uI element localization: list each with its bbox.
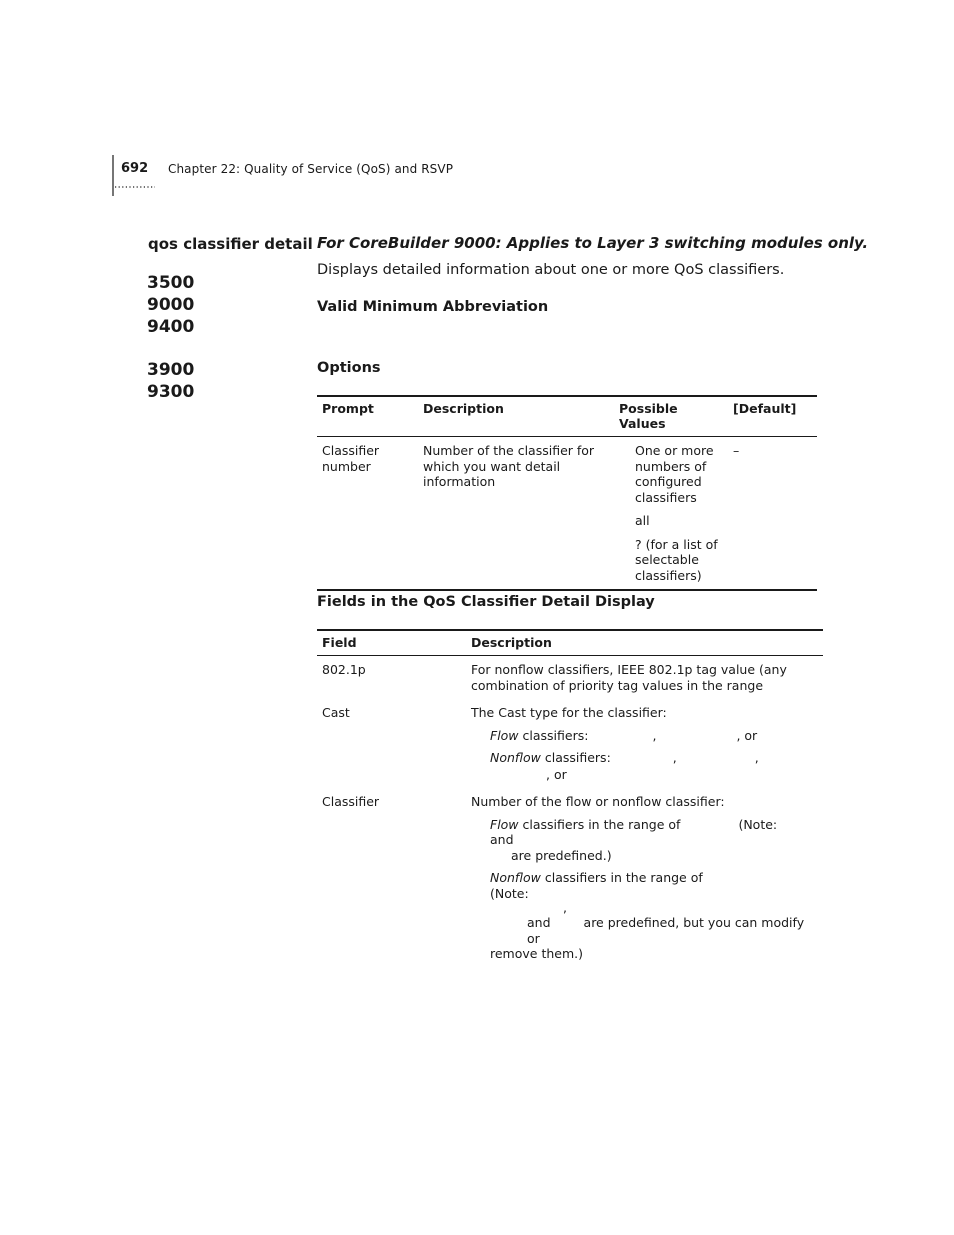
col-header-description: Description <box>418 397 614 437</box>
flow-range-line-2 <box>471 848 818 864</box>
separator: , <box>672 750 677 765</box>
description-cell <box>466 788 823 962</box>
platform-label: 9000 <box>147 295 195 315</box>
prompt-cell: Classifier number <box>322 443 380 474</box>
col-header-field: Field <box>317 631 466 656</box>
separator: , <box>652 727 657 743</box>
table-row <box>317 699 823 788</box>
nonflow-range-line-4 <box>471 946 818 962</box>
separator: , <box>754 750 759 765</box>
platform-list-2 <box>147 359 194 403</box>
nonflow-text: classifiers in the range of <box>540 870 703 885</box>
separator: , or <box>546 766 567 782</box>
values-cell <box>614 437 728 590</box>
options-table <box>317 395 817 591</box>
fields-table <box>317 629 823 962</box>
platform-label: 9300 <box>147 382 195 402</box>
and-text: and <box>527 915 551 930</box>
nonflow-range-line-2 <box>471 901 818 915</box>
flow-text: classifiers: <box>518 727 589 743</box>
nonflow-tail: are predefined, but you can modify or <box>527 915 805 946</box>
flow-range-line <box>471 817 818 848</box>
nonflow-range-line <box>471 870 818 901</box>
options-heading: Options <box>317 360 381 376</box>
field-cell: Classifier <box>322 794 380 809</box>
note-text: (Note: <box>738 816 778 832</box>
fields-heading: Fields in the QoS Classifier Detail Display <box>317 594 655 610</box>
separator: , or <box>736 727 758 743</box>
description-cell <box>466 699 823 788</box>
value-option: all <box>635 513 650 528</box>
value-option: ? (for a list of selectable classifiers) <box>635 536 718 583</box>
platform-list-1 <box>147 272 194 338</box>
command-name: qos classifier detail <box>148 235 313 253</box>
table-row <box>317 437 817 590</box>
table-header-row <box>317 631 823 656</box>
flow-text: classifiers in the range of <box>518 816 681 832</box>
note-text: (Note: <box>490 885 529 901</box>
nonflow-term: Nonflow <box>490 870 541 885</box>
nonflow-cast-line-2 <box>471 767 818 789</box>
nonflow-cast-line <box>471 750 818 766</box>
col-header-prompt: Prompt <box>317 397 418 437</box>
flow-term: Flow <box>490 727 519 743</box>
nonflow-text: classifiers: <box>540 750 611 765</box>
separator: , <box>563 900 567 915</box>
value-option: One or more numbers of configured classifiers <box>635 443 714 505</box>
and-text: and <box>490 832 514 847</box>
running-head <box>168 162 453 176</box>
nonflow-range-line-3 <box>471 915 818 946</box>
description-cell: Number of the classifier for which you want detail information <box>423 443 595 489</box>
col-header-values: Possible Values <box>614 397 728 437</box>
flow-tail: are predefined.) <box>511 847 612 863</box>
flow-term: Flow <box>490 816 519 832</box>
flow-cast-line <box>471 728 818 744</box>
field-cell: 802.1p <box>322 662 366 677</box>
platform-label: 3500 <box>147 273 195 293</box>
page-number: 692 <box>121 161 149 176</box>
command-summary: Displays detailed information about one or more QoS classifiers. <box>317 262 785 278</box>
chapter-label: Chapter 22: Quality of Service (QoS) and RSVP <box>168 162 454 176</box>
col-header-default: [Default] <box>728 397 817 437</box>
platform-label: 9400 <box>147 317 195 337</box>
valid-min-abbrev-heading: Valid Minimum Abbreviation <box>317 299 549 315</box>
table-row <box>317 656 823 700</box>
applies-note: For CoreBuilder 9000: Applies to Layer 3 switching modules only. <box>317 234 869 252</box>
field-cell: Cast <box>322 705 350 720</box>
col-header-description: Description <box>466 631 823 656</box>
description-text: The Cast type for the classifier: <box>471 705 667 720</box>
default-cell: – <box>733 443 740 458</box>
description-text: Number of the flow or nonflow classifier: <box>471 794 725 809</box>
platform-label: 3900 <box>147 360 195 380</box>
table-row <box>317 788 823 962</box>
table-header-row <box>317 397 817 437</box>
nonflow-term: Nonflow <box>490 750 541 765</box>
nonflow-tail-2: remove them.) <box>490 946 583 961</box>
description-cell: For nonflow classifiers, IEEE 802.1p tag value (any combination of priority tag values in the range <box>471 662 787 693</box>
